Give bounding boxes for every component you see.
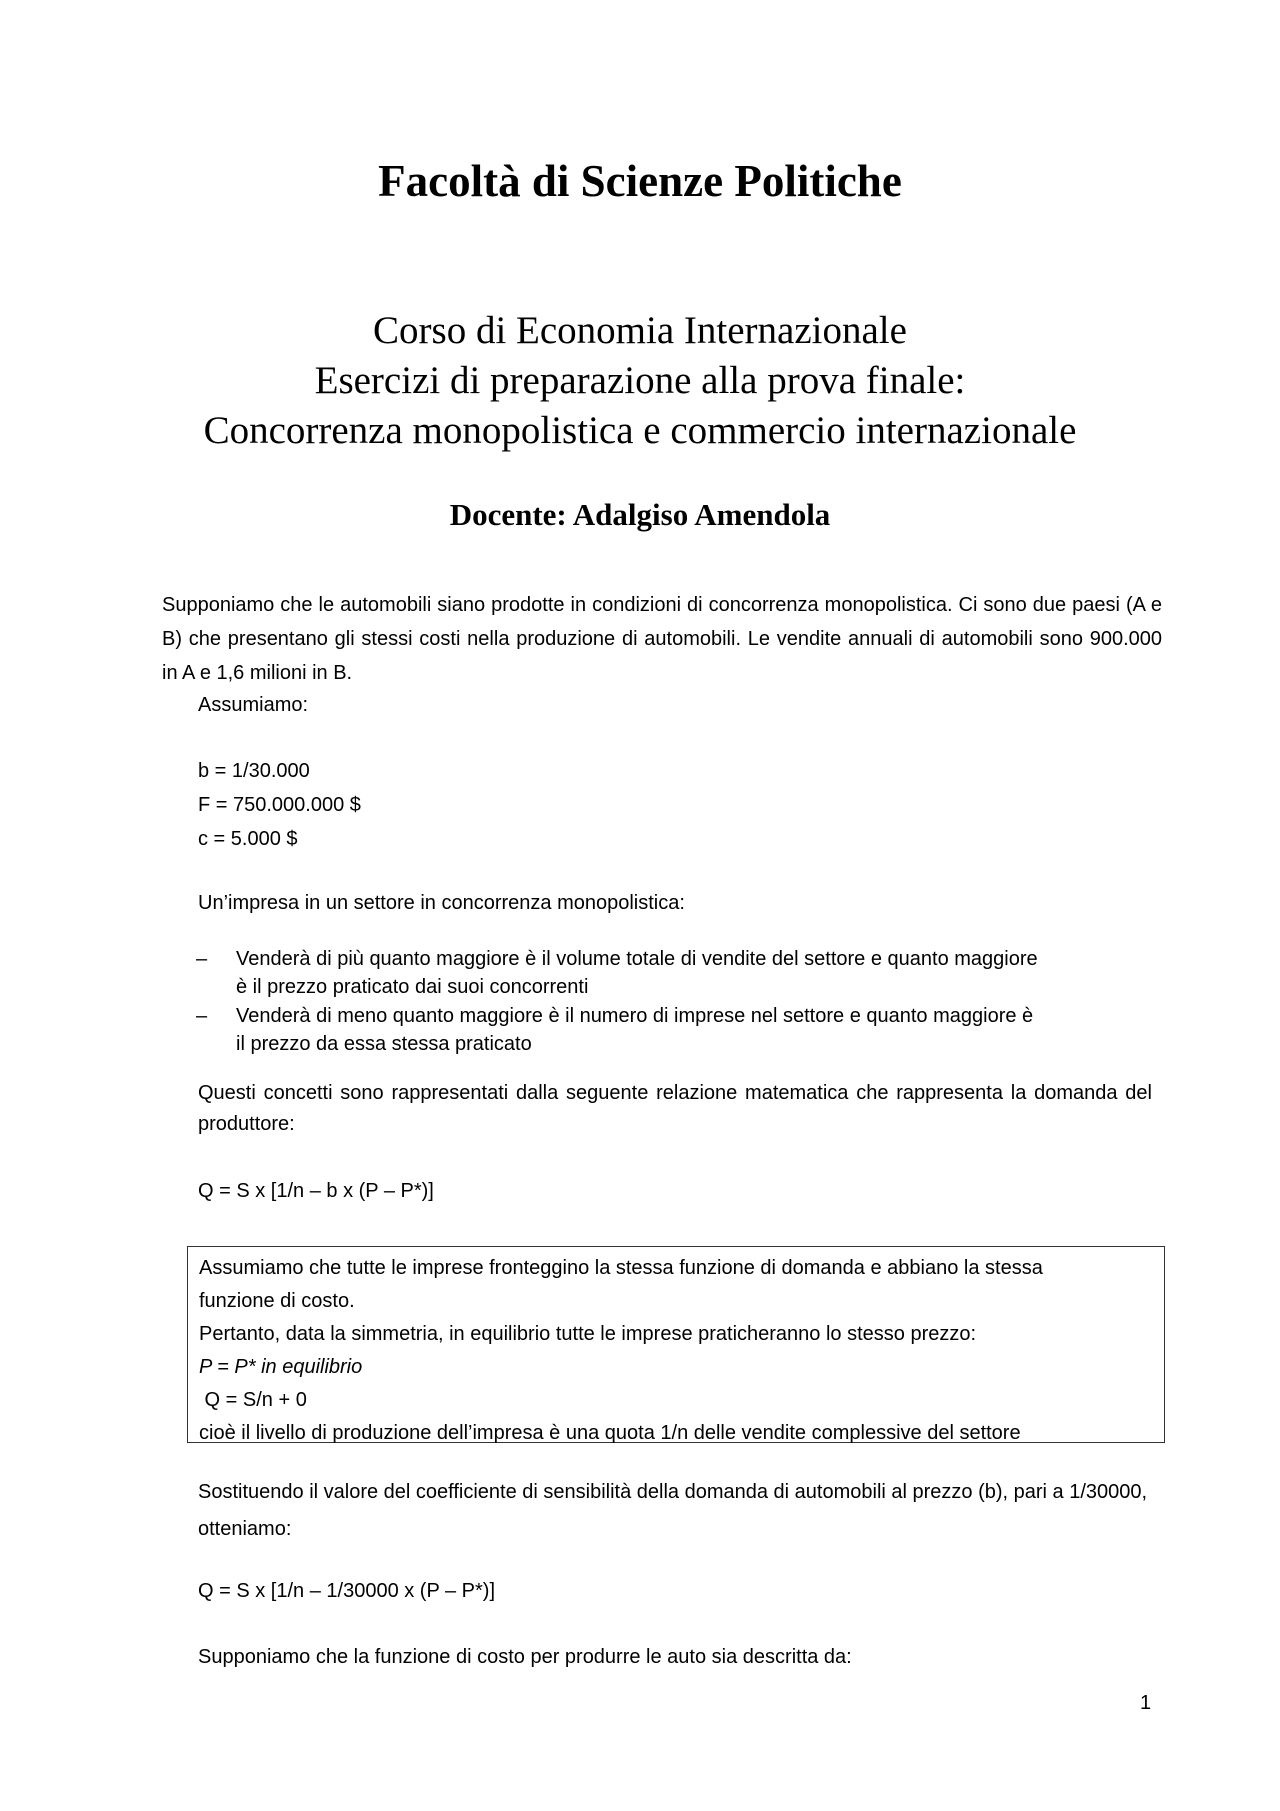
dash-bullet: –	[196, 1005, 208, 1027]
list-item-line: il prezzo da essa stessa praticato	[236, 1033, 532, 1055]
list-item	[196, 945, 1166, 1001]
box-line: cioè il livello di produzione dell’impresa è una quota 1/n delle vendite complessive del settore	[199, 1422, 1021, 1444]
course-subtitle	[0, 306, 1280, 456]
list-item	[196, 1002, 1166, 1058]
concepts-paragraph: Questi concetti sono rappresentati dalla seguente relazione matematica che rappresenta la domanda del produttore:	[198, 1082, 1152, 1135]
parameter-b: b = 1/30.000	[198, 760, 310, 782]
box-line: Q = S/n + 0	[199, 1389, 307, 1411]
faculty-title: Facoltà di Scienze Politiche	[378, 156, 902, 206]
subtitle-line-2: Esercizi di preparazione alla prova finale:	[314, 359, 966, 402]
list-item-line: Venderà di meno quanto maggiore è il numero di imprese nel settore e quanto maggiore è	[236, 1005, 1034, 1027]
intro-paragraph: Supponiamo che le automobili siano prodotte in condizioni di concorrenza monopolistica. Ci sono due paesi (A e B) che presentano gli stessi costi nella produzione di automobili. Le vendite annuali di automobili sono 900.000 in A e 1,6 milioni in B.	[162, 594, 1162, 684]
firm-intro: Un’impresa in un settore in concorrenza monopolistica:	[198, 892, 685, 914]
substituted-formula: Q = S x [1/n – 1/30000 x (P – P*)]	[198, 1580, 496, 1602]
parameter-c: c = 5.000 $	[198, 828, 298, 850]
assumptions-label: Assumiamo:	[198, 694, 309, 716]
list-item-line: è il prezzo praticato dai suoi concorrenti	[236, 976, 589, 998]
subtitle-line-3: Concorrenza monopolistica e commercio internazionale	[203, 409, 1077, 452]
box-line: Pertanto, data la simmetria, in equilibrio tutte le imprese praticheranno lo stesso prezzo:	[199, 1323, 977, 1345]
box-line: Assumiamo che tutte le imprese fronteggino la stessa funzione di domanda e abbiano la stessa	[199, 1257, 1043, 1279]
substitution-paragraph: Sostituendo il valore del coefficiente di sensibilità della domanda di automobili al prezzo (b), pari a 1/30000, otteniamo:	[198, 1481, 1148, 1540]
list-item-line: Venderà di più quanto maggiore è il volume totale di vendite del settore e quanto maggiore	[236, 948, 1038, 970]
cost-function-intro: Supponiamo che la funzione di costo per produrre le auto sia descritta da:	[198, 1646, 852, 1668]
page-number: 1	[1140, 1692, 1152, 1714]
dash-bullet: –	[196, 948, 208, 970]
subtitle-line-1: Corso di Economia Internazionale	[373, 309, 907, 352]
teacher-name: Docente: Adalgiso Amendola	[449, 497, 831, 532]
equilibrium-box	[187, 1246, 1165, 1443]
box-line: funzione di costo.	[199, 1290, 355, 1312]
demand-formula: Q = S x [1/n – b x (P – P*)]	[198, 1180, 434, 1202]
parameters-list	[198, 754, 361, 856]
parameter-f: F = 750.000.000 $	[198, 794, 361, 816]
box-line-equilibrium: P = P* in equilibrio	[199, 1356, 363, 1378]
